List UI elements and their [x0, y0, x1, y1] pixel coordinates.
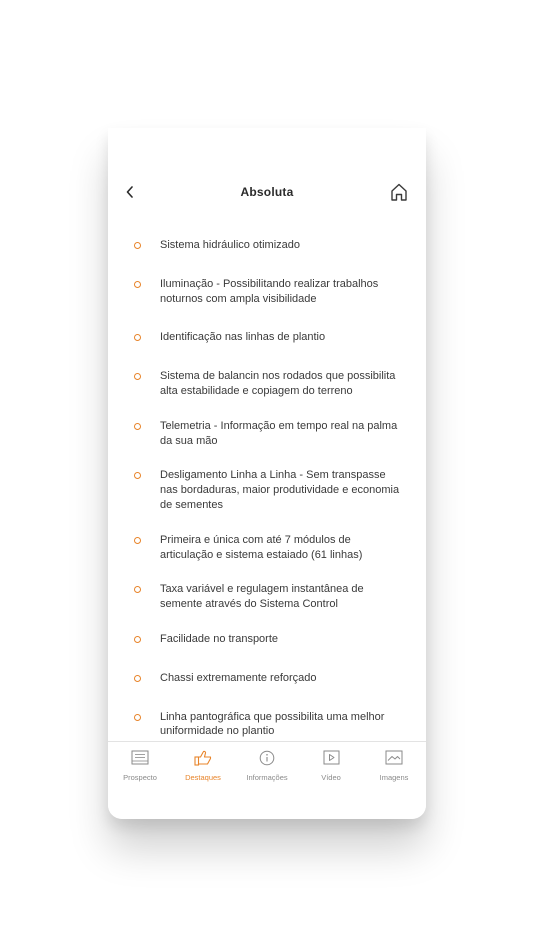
tab-informacoes[interactable] — [235, 750, 299, 786]
app-screen — [108, 128, 426, 819]
list-item — [108, 632, 426, 647]
image-icon — [385, 750, 403, 770]
bullet-icon — [134, 373, 141, 380]
list-item — [108, 369, 426, 399]
bullet-icon — [134, 472, 141, 479]
bullet-icon — [134, 636, 141, 643]
list-item-text: Iluminação - Possibilitando realizar trabalhos noturnos com ampla visibilidade — [160, 277, 379, 305]
list-item — [108, 238, 426, 253]
list-item-text: Facilidade no transporte — [160, 632, 279, 645]
list-item-text: Primeira e única com até 7 módulos de articulação e sistema estaiado (61 linhas) — [160, 533, 363, 561]
list-item — [108, 671, 426, 686]
info-icon — [259, 750, 275, 771]
tab-label: Vídeo — [321, 773, 341, 782]
tab-video[interactable] — [299, 750, 363, 786]
tab-imagens[interactable] — [362, 750, 426, 786]
tab-label: Imagens — [379, 773, 409, 782]
bullet-icon — [134, 242, 141, 249]
tab-label: Prospecto — [123, 773, 157, 782]
list-item-text: Sistema hidráulico otimizado — [160, 239, 301, 251]
highlights-list[interactable] — [108, 231, 426, 741]
list-item — [108, 468, 426, 512]
play-icon — [323, 750, 340, 770]
list-item — [108, 277, 426, 307]
list-item-text: Desligamento Linha a Linha - Sem transpasse nas bordaduras, maior produtividade e economia de sementes — [160, 469, 400, 511]
list-item-text: Sistema de balancin nos rodados que possibilita alta estabilidade e copiagem do terreno — [160, 370, 396, 397]
bullet-icon — [134, 537, 141, 544]
list-item-text: Identificação nas linhas de plantio — [160, 331, 326, 344]
page-title: Absoluta — [240, 185, 294, 199]
list-item-text: Telemetria - Informação em tempo real na palma da sua mão — [160, 419, 398, 447]
bullet-icon — [134, 586, 141, 593]
header — [108, 176, 426, 212]
list-item-text: Linha pantográfica que possibilita uma melhor uniformidade no plantio — [160, 710, 385, 738]
list-item-text: Chassi extremamente reforçado — [160, 671, 317, 684]
tab-label: Destaques — [185, 773, 221, 782]
bullet-icon — [134, 423, 141, 430]
tab-destaques[interactable] — [171, 750, 235, 786]
bullet-icon — [134, 281, 141, 288]
list-item — [108, 533, 426, 563]
tab-label: Informações — [246, 773, 288, 782]
home-button[interactable] — [388, 183, 410, 205]
brochure-icon — [131, 750, 149, 770]
list-item — [108, 330, 426, 345]
list-item — [108, 419, 426, 449]
list-item — [108, 710, 426, 740]
bullet-icon — [134, 714, 141, 721]
home-icon — [389, 182, 409, 207]
thumbs-up-icon — [194, 750, 212, 771]
list-item-text: Taxa variável e regulagem instantânea de semente através do Sistema Control — [160, 583, 364, 611]
bottom-tab-bar — [108, 741, 426, 819]
bullet-icon — [134, 675, 141, 682]
tab-prospecto[interactable] — [108, 750, 172, 786]
list-item — [108, 582, 426, 612]
bullet-icon — [134, 334, 141, 341]
